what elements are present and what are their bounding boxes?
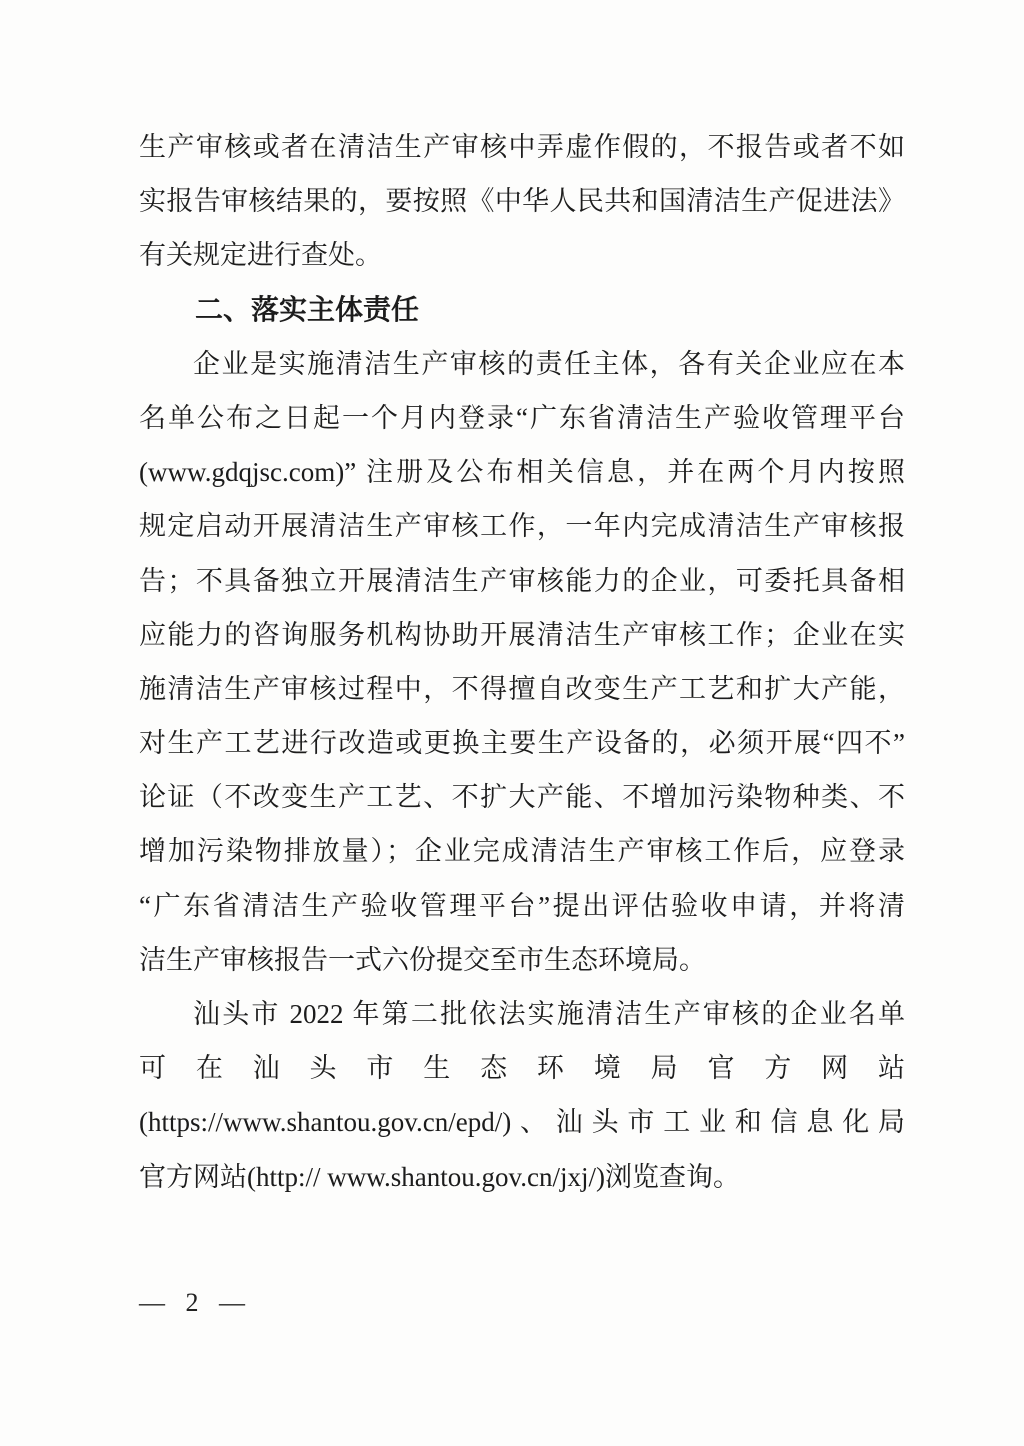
text-line: 企业是实施清洁生产审核的责任主体，各有关企业应在本 — [193, 348, 905, 379]
text-line: 生产审核或者在清洁生产审核中弄虚作假的，不报告或者不如 — [139, 132, 905, 162]
text-line: (https://www.shantou.gov.cn/epd/)、汕头市工业和信息化局 — [139, 1107, 905, 1138]
text-line: 洁生产审核报告一式六份提交至市生态环境局。 — [139, 944, 706, 975]
section-heading: 二、落实主体责任 — [195, 293, 420, 325]
page-number: — 2 — — [139, 1288, 245, 1317]
text-line: 有关规定进行查处。 — [139, 240, 382, 271]
text-line: (www.gdqjsc.com)” 注册及公布相关信息，并在两个月内按照 — [139, 457, 905, 488]
text-line: 告；不具备独立开展清洁生产审核能力的企业，可委托具备相 — [139, 565, 905, 596]
document-body — [139, 120, 905, 1204]
text-line: 对生产工艺进行改造或更换主要生产设备的，必须开展“四不” — [139, 728, 905, 759]
text-line: “广东省清洁生产验收管理平台”提出评估验收申请，并将清 — [139, 890, 905, 921]
text-line: 官方网站(http:// www.shantou.gov.cn/jxj/)浏览查询。 — [139, 1161, 740, 1192]
text-line: 汕头市 2022 年第二批依法实施清洁生产审核的企业名单 — [193, 999, 905, 1029]
text-line: 论证（不改变生产工艺、不扩大产能、不增加污染物种类、不 — [139, 782, 905, 813]
text-line: 增加污染物排放量）；企业完成清洁生产审核工作后，应登录 — [139, 836, 905, 867]
text-line: 实报告审核结果的，要按照《中华人民共和国清洁生产促进法》 — [139, 186, 905, 217]
text-line: 规定启动开展清洁生产审核工作，一年内完成清洁生产审核报 — [139, 511, 905, 542]
text-line: 施清洁生产审核过程中，不得擅自改变生产工艺和扩大产能， — [139, 673, 905, 704]
text-line: 应能力的咨询服务机构协助开展清洁生产审核工作；企业在实 — [139, 619, 905, 650]
text-line: 名单公布之日起一个月内登录“广东省清洁生产验收管理平台 — [139, 402, 905, 433]
text-line: 可 在 汕 头 市 生 态 环 境 局 官 方 网 站 — [139, 1053, 905, 1084]
